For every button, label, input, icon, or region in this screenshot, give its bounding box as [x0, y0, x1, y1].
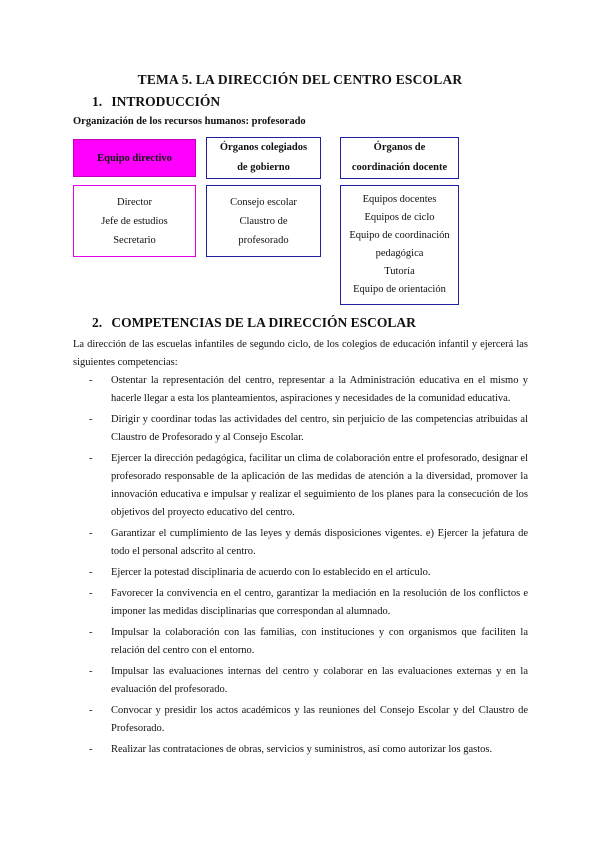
section-1-number: 1. [92, 94, 103, 109]
bullet-dash: - [89, 666, 93, 677]
list-item [73, 411, 528, 447]
list-item [73, 663, 528, 699]
equipo-directivo-box [73, 139, 196, 177]
member-item: Equipo de coordinación [349, 230, 450, 241]
organos-coordinacion-line: coordinación docente [351, 162, 448, 173]
list-item [73, 564, 528, 582]
org-subheading: Organización de los recursos humanos: profesorado [73, 116, 306, 127]
organos-coordinacion-line: Órganos de [373, 142, 426, 153]
list-item [73, 624, 528, 660]
competencias-list [73, 372, 528, 762]
member-item: Equipos docentes [362, 194, 437, 205]
coordinacion-members-box [340, 185, 459, 305]
organos-colegiados-box [206, 137, 321, 179]
bullet-dash: - [89, 705, 93, 716]
equipo-directivo-label: Equipo directivo [97, 152, 172, 164]
member-item: Secretario [113, 234, 156, 246]
bullet-dash: - [89, 375, 93, 386]
bullet-dash: - [89, 453, 93, 464]
list-item-text: Impulsar la colaboración con las familias, con instituciones y con organismos que faciliten la relación del centro con el entorno. [111, 627, 528, 656]
bullet-dash: - [89, 744, 93, 755]
member-item: pedagógica [375, 248, 424, 259]
organos-colegiados-line: de gobierno [237, 162, 290, 173]
list-item [73, 702, 528, 738]
list-item [73, 450, 528, 522]
list-item [73, 525, 528, 561]
member-item: Claustro de [239, 215, 288, 227]
equipo-directivo-members-box [73, 185, 196, 257]
list-item-text: Ejercer la dirección pedagógica, facilitar un clima de colaboración entre el profesorado, designar el profesorado responsable de la aplicación de las medidas de atención a la diversidad, promover la innovación educativa e impulsar y realizar el seguimiento de los planes para la consecución de los objetivos del proyecto educativo del centro. [111, 453, 528, 518]
list-item-text: Favorecer la convivencia en el centro, garantizar la mediación en la resolución de los conflictos e imponer las medidas disciplinarias que correspondan al alumnado. [111, 588, 528, 617]
bullet-dash: - [89, 414, 93, 425]
bullet-dash: - [89, 528, 93, 539]
member-item: Jefe de estudios [101, 215, 168, 227]
member-item: Equipos de ciclo [364, 212, 435, 223]
member-item: Tutoría [384, 266, 415, 277]
colegiados-members-box [206, 185, 321, 257]
list-item-text: Dirigir y coordinar todas las actividades del centro, sin perjuicio de las competencias atribuidas al Claustro de Profesorado y al Consejo Escolar. [111, 414, 528, 443]
list-item-text: Ostentar la representación del centro, representar a la Administración educativa en el mismo y hacerle llegar a esta los planteamientos, aspiraciones y necesidades de la comunidad educativa. [111, 375, 528, 404]
member-item: Consejo escolar [230, 196, 297, 208]
organos-coordinacion-box [340, 137, 459, 179]
organos-colegiados-line: Órganos colegiados [219, 142, 308, 153]
list-item-text: Realizar las contrataciones de obras, servicios y suministros, así como autorizar los gastos. [111, 744, 493, 755]
list-item [73, 585, 528, 621]
section-2-number: 2. [92, 315, 103, 330]
list-item-text: Ejercer la potestad disciplinaria de acuerdo con lo establecido en el artículo. [111, 567, 431, 578]
member-item: Director [117, 196, 152, 208]
member-item: profesorado [238, 234, 289, 246]
list-item [73, 741, 528, 759]
list-item-text: Impulsar las evaluaciones internas del centro y colaborar en las evaluaciones externas y en la evaluación del profesorado. [111, 666, 528, 695]
section-1-title: INTRODUCCIÓN [111, 94, 221, 109]
intro-paragraph: La dirección de las escuelas infantiles de segundo ciclo, de los colegios de educación infantil y ejercerá las siguientes competencias: [73, 339, 528, 368]
list-item-text: Convocar y presidir los actos académicos y las reuniones del Consejo Escolar y del Claustro de Profesorado. [111, 705, 528, 734]
section-2-title: COMPETENCIAS DE LA DIRECCIÓN ESCOLAR [111, 315, 416, 330]
bullet-dash: - [89, 567, 93, 578]
list-item-text: Garantizar el cumplimiento de las leyes y demás disposiciones vigentes. e) Ejercer la jefatura de todo el personal adscrito al centro. [111, 528, 528, 557]
list-item [73, 372, 528, 408]
member-item: Equipo de orientación [353, 284, 446, 295]
section-2-heading [92, 315, 416, 331]
document-title: TEMA 5. LA DIRECCIÓN DEL CENTRO ESCOLAR [137, 72, 463, 87]
section-1-heading [92, 94, 220, 110]
bullet-dash: - [89, 627, 93, 638]
bullet-dash: - [89, 588, 93, 599]
